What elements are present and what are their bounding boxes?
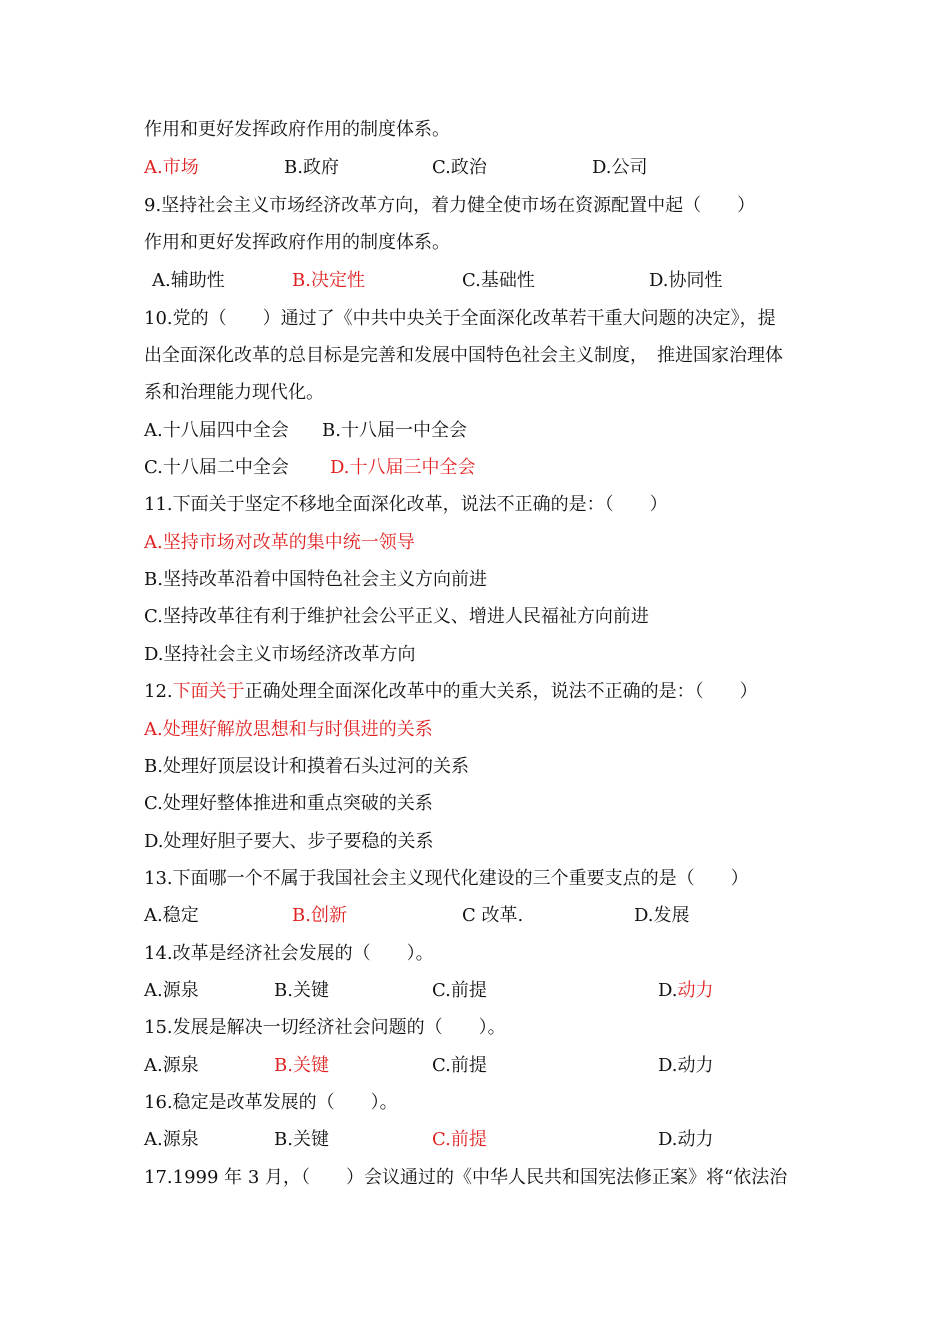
option-a-answer: A.处理好解放思想和与时俱进的关系 <box>144 719 433 740</box>
text-line: 作用和更好发挥政府作用的制度体系。 <box>144 232 450 253</box>
option-b-answer: B.关键 <box>274 1055 329 1076</box>
option-letter: D. <box>658 980 678 1001</box>
option-b-answer: B.决定性 <box>292 270 365 291</box>
option-b: B.坚持改革沿着中国特色社会主义方向前进 <box>144 569 487 590</box>
option-a: A.源泉 <box>144 1055 199 1076</box>
option-c: C.十八届二中全会 <box>144 457 289 478</box>
option-b: B.政府 <box>284 157 339 178</box>
option-d: D.发展 <box>634 905 690 926</box>
option-a-answer: A.坚持市场对改革的集中统一领导 <box>144 532 415 553</box>
question-10: 10.党的（ ）通过了《中共中央关于全面深化改革若干重大问题的决定》，提 <box>144 308 776 329</box>
question-9: 9.坚持社会主义市场经济改革方向，着力健全使市场在资源配置中起（ ） <box>144 195 756 216</box>
text-line: 作用和更好发挥政府作用的制度体系。 <box>144 119 450 140</box>
option-c: C 改革. <box>462 905 524 926</box>
question-17: 17.1999 年 3 月，（ ）会议通过的《中华人民共和国宪法修正案》将“依法治 <box>144 1167 788 1188</box>
option-d: D.坚持社会主义市场经济改革方向 <box>144 644 416 665</box>
answer-text: 动力 <box>677 980 714 1001</box>
question-13: 13.下面哪一个不属于我国社会主义现代化建设的三个重要支点的是（ ） <box>144 868 749 889</box>
option-a-answer: A.市场 <box>144 157 199 178</box>
option-b: B.十八届一中全会 <box>322 420 467 441</box>
option-d <box>658 979 714 1003</box>
option-c: C.前提 <box>432 980 487 1001</box>
option-d-answer: D.十八届三中全会 <box>330 457 476 478</box>
option-d: D.公司 <box>592 157 648 178</box>
option-b: B.关键 <box>274 980 329 1001</box>
highlighted-text: 下面关于 <box>172 681 245 702</box>
question-number: 12. <box>144 681 173 702</box>
question-15: 15.发展是解决一切经济社会问题的（ ）。 <box>144 1017 506 1038</box>
option-d: D.动力 <box>658 1055 714 1076</box>
option-c: C.基础性 <box>462 270 535 291</box>
q8-options <box>144 156 844 180</box>
option-c: C.处理好整体推进和重点突破的关系 <box>144 793 433 814</box>
question-14: 14.改革是经济社会发展的（ ）。 <box>144 943 434 964</box>
question-text: 正确处理全面深化改革中的重大关系，说法不正确的是：（ ） <box>244 681 758 702</box>
question-12 <box>144 680 758 704</box>
option-c: C.前提 <box>432 1055 487 1076</box>
option-b: B.关键 <box>274 1129 329 1150</box>
option-a: A.辅助性 <box>152 270 225 291</box>
text-line: 出全面深化改革的总目标是完善和发展中国特色社会主义制度， 推进国家治理体 <box>144 345 783 366</box>
question-16: 16.稳定是改革发展的（ ）。 <box>144 1092 398 1113</box>
option-d: D.协同性 <box>649 270 723 291</box>
q10-options-row2 <box>144 456 844 480</box>
option-b-answer: B.创新 <box>292 905 347 926</box>
option-d: D.动力 <box>658 1129 714 1150</box>
option-c-answer: C.前提 <box>432 1129 487 1150</box>
option-a: A.源泉 <box>144 1129 199 1150</box>
q13-options <box>144 904 844 928</box>
question-11: 11.下面关于坚定不移地全面深化改革，说法不正确的是：（ ） <box>144 494 668 515</box>
option-c: C.坚持改革往有利于维护社会公平正义、增进人民福祉方向前进 <box>144 606 649 627</box>
text-line: 系和治理能力现代化。 <box>144 382 324 403</box>
option-c: C.政治 <box>432 157 487 178</box>
option-b: B.处理好顶层设计和摸着石头过河的关系 <box>144 756 469 777</box>
q14-options <box>144 979 844 1003</box>
q9-options <box>144 269 844 293</box>
option-d: D.处理好胆子要大、步子要稳的关系 <box>144 831 434 852</box>
q16-options <box>144 1128 844 1152</box>
option-a: A.稳定 <box>144 905 199 926</box>
q15-options <box>144 1054 844 1078</box>
q10-options-row1 <box>144 419 844 443</box>
option-a: A.源泉 <box>144 980 199 1001</box>
option-a: A.十八届四中全会 <box>144 420 289 441</box>
